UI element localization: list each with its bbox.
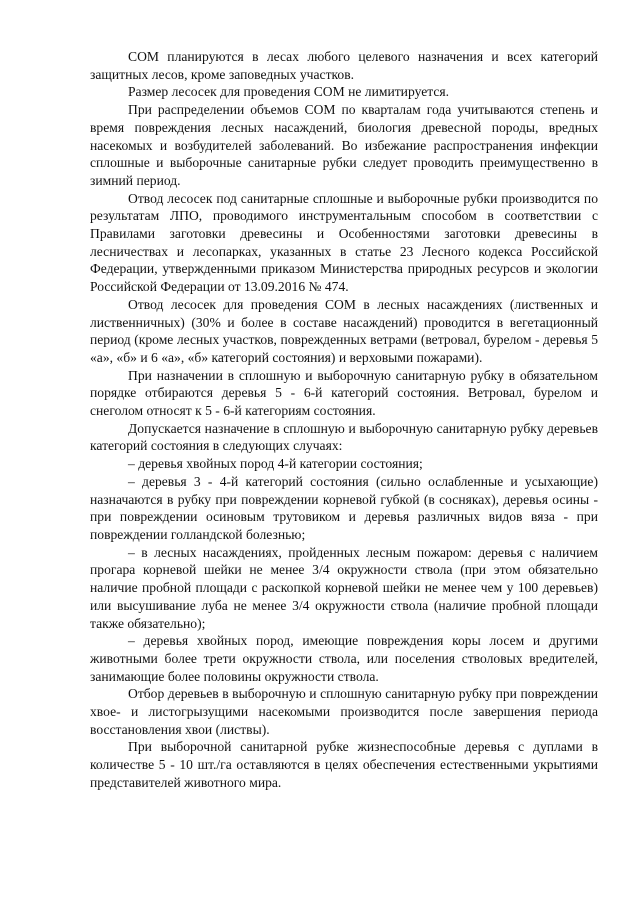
paragraph: Отвод лесосек под санитарные сплошные и выборочные рубки производится по результатам ЛПО, проводимого инструментальным способом в соответствии с Правилами заготовки древесины и Особенностями заготовки древесины в лесничествах и лесопарках, указанных в статье 23 Лесного кодекса Российской Федерации, утвержденными приказом Министерства природных ресурсов и экологии Российской Федерации от 13.09.2016 № 474. [90, 190, 598, 295]
paragraph: Размер лесосек для проведения СОМ не лимитируется. [128, 84, 450, 100]
paragraph: При распределении объемов СОМ по кварталам года учитываются степень и время повреждения лесных насаждений, биология древесной породы, вредных насекомых и возбудителей заболеваний. Во избежание распространения инфекции сплошные и выборочные санитарные рубки следует проводить преимущественно в зимний период. [90, 102, 598, 188]
list-item: – деревья хвойных пород 4-й категории состояния; [128, 456, 423, 472]
list-item: – деревья 3 - 4-й категорий состояния (сильно ослабленные и усыхающие) назначаются в рубку при повреждении корневой губкой (в сосняках), деревья осины - при повреждении осиновым трутовиком и деревья различных видов вяза - при повреждении голландской болезнью; [90, 473, 598, 542]
paragraph: Отвод лесосек для проведения СОМ в лесных насаждениях (лиственных и лиственничных) (30% и более в составе насаждений) проводится в вегетационный период (кроме лесных участков, поврежденных ветрами (ветровал, бурелом - деревья 5 «а», «б» и 6 «а», «б» категорий состояния) и верховыми пожарами). [90, 296, 598, 365]
paragraph: Отбор деревьев в выборочную и сплошную санитарную рубку при повреждении хвое- и листогрызущими насекомыми производится после завершения периода восстановления хвои (листвы). [90, 686, 598, 737]
paragraph: При выборочной санитарной рубке жизнеспособные деревья с дуплами в количестве 5 - 10 шт./га оставляются в целях обеспечения естественными укрытиями представителей животного мира. [90, 739, 598, 790]
list-item: – деревья хвойных пород, имеющие повреждения коры лосем и другими животными более трети окружности ствола, или поселения стволовых вредителей, занимающие более половины окружности ствола. [90, 633, 598, 684]
paragraph: СОМ планируются в лесах любого целевого назначения и всех категорий защитных лесов, кроме заповедных участков. [90, 49, 598, 82]
document-page [90, 48, 598, 792]
paragraph: При назначении в сплошную и выборочную санитарную рубку в обязательном порядке отбираются деревья 5 - 6-й категорий состояния. Ветровал, бурелом и снеголом относят к 5 - 6-й категориям состояния. [90, 367, 598, 419]
list-item: – в лесных насаждениях, пройденных лесным пожаром: деревья с наличием прогара корневой шейки не менее 3/4 окружности ствола (при этом обязательно наличие пробной площади с раскопкой корневой шейки не менее чем у 100 деревьев) или высушивание луба не менее 3/4 окружности ствола (наличие пробной площади также обязательно); [90, 544, 598, 631]
paragraph: Допускается назначение в сплошную и выборочную санитарную рубку деревьев категорий состояния в следующих случаях: [90, 420, 598, 454]
